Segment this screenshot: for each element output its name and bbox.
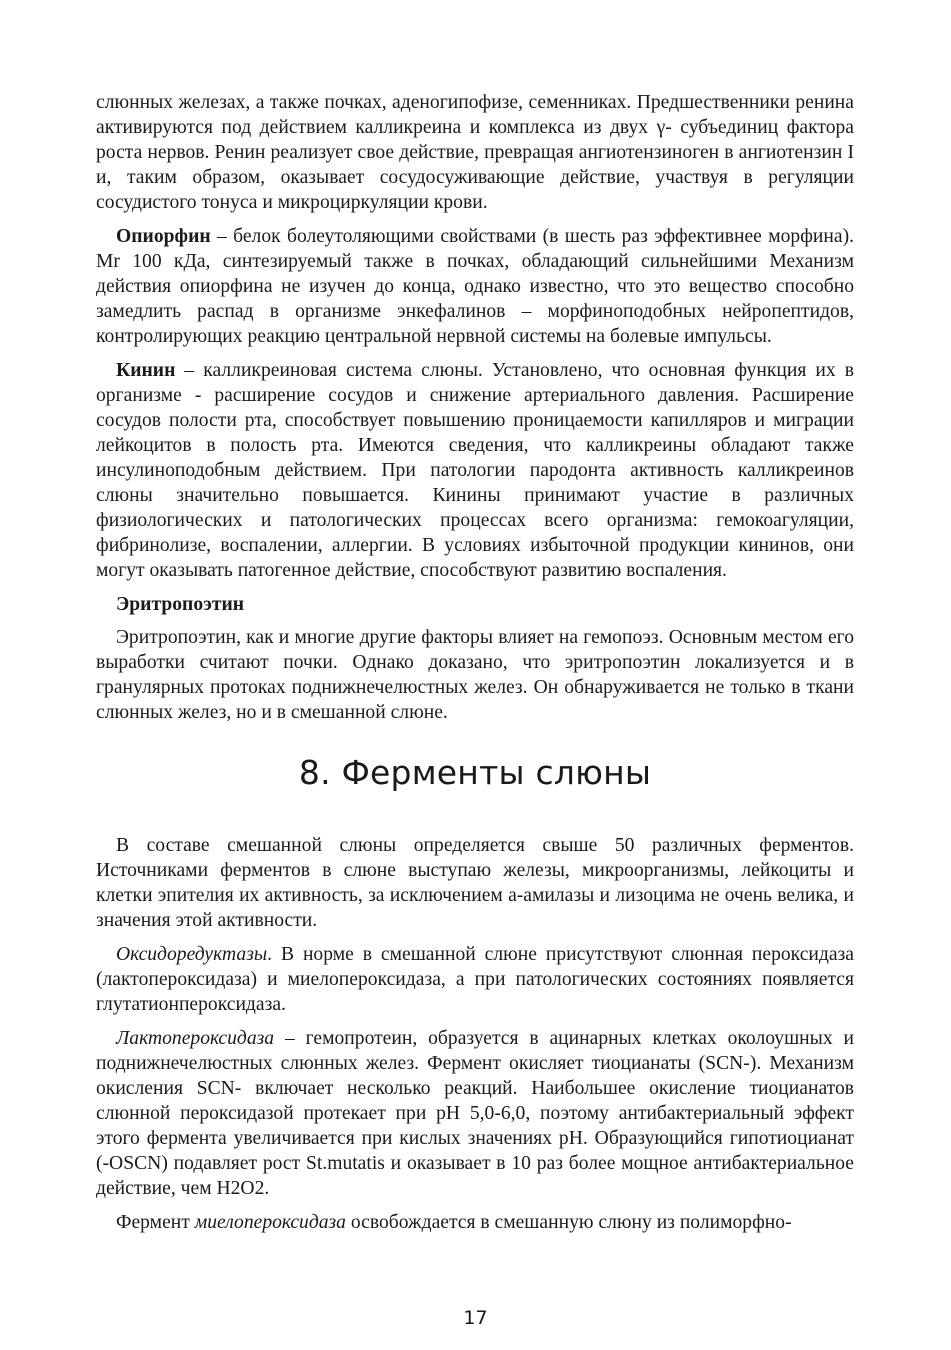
paragraph-enzymes-intro: В составе смешанной слюны определяется свыше 50 различных ферментов. Источниками ферментов в слюне выступаю железы, микроорганизмы, лейкоциты и клетки эпителия их активность, за исключением а-амилазы и лизоцима не очень велика, и значения этой активности. <box>96 835 854 931</box>
term-opiorphin: Опиорфин <box>116 226 211 247</box>
paragraph-myeloperoxidase-text: освобождается в смешанную слюну из полиморфно- <box>345 1212 792 1233</box>
paragraph-opiorphin <box>96 224 854 349</box>
paragraph-oxidoreductases <box>96 942 854 1017</box>
paragraph-lactoperoxidase-text: – гемопротеин, образуется в ацинарных клетках околоушных и поднижнечелюстных слюнных желез. Фермент окисляет тиоцианаты (SCN-). Механизм окисления SCN- включает несколько реакций. Наибольшее окисление тиоцианатов слюнной пероксидазой протекает при рН 5,0-6,0, поэтому антибактериальный эффект этого фермента увеличивается при кислых значениях рН. Образующийся гипотиоцианат (-OSCN) подавляет рост St.mutatis и оказывает в 10 раз более мощное антибактериальное действие, чем H2O2. <box>96 1028 854 1199</box>
paragraph-lactoperoxidase <box>96 1026 854 1201</box>
paragraph-myeloperoxidase <box>96 1210 854 1235</box>
paragraph-erythropoietin: Эритропоэтин, как и многие другие факторы влияет на гемопоэз. Основным местом его выработки считают почки. Однако доказано, что эритропоэтин локализуется и в гранулярных протоках поднижнечелюстных желез. Он обнаруживается не только в ткани слюнных желез, но и в смешанной слюне. <box>96 627 854 723</box>
paragraph-opiorphin-text: – белок болеутоляющими свойствами (в шесть раз эффективнее морфина). Mr 100 кДа, синтезируемый также в почках, обладающий сильнейшими Механизм действия опиорфина не изучен до конца, однако известно, что это вещество способно замедлить распад в организме энкефалинов – морфиноподобных нейропептидов, контролирующих реакцию центральной нервной системы на болевые импульсы. <box>96 226 854 347</box>
subheading-erythropoietin: Эритропоэтин <box>116 594 245 615</box>
paragraph-kinin <box>96 358 854 583</box>
section-title: 8. Ферменты слюны <box>298 753 652 792</box>
term-oxidoreductases: Оксидоредуктазы <box>116 944 268 965</box>
term-lactoperoxidase: Лактопероксидаза <box>116 1028 275 1049</box>
paragraph-myeloperoxidase-start: Фермент <box>116 1212 195 1233</box>
paragraph-renin: слюнных железах, а также почках, аденогипофизе, семенниках. Предшественники ренина активируются под действием калликреина и комплекса из двух γ- субъединиц фактора роста нервов. Ренин реализует свое действие, превращая ангиотензиноген в ангиотензин I и, таким образом, оказывает сосудосуживающие действие, участвуя в регуляции сосудистого тонуса и микроциркуляции крови. <box>96 92 854 213</box>
term-kinin: Кинин <box>116 360 176 381</box>
paragraph-kinin-text: – калликреиновая система слюны. Установлено, что основная функция их в организме - расширение сосудов и снижение артериального давления. Расширение сосудов полости рта, способствует повышению проницаемости капилляров и миграции лейкоцитов в полость рта. Имеются сведения, что калликреины обладают также инсулиноподобным действием. При патологии пародонта активность калликреинов слюны значительно повышается. Кинины принимают участие в различных физиологических и патологических процессах всего организма: гемокоагуляции, фибринолизе, воспалении, аллергии. В условиях избыточной продукции кининов, они могут оказывать патогенное действие, способствуют развитию воспаления. <box>96 360 854 581</box>
paragraph-oxidoreductases-text: . В норме в смешанной слюне присутствуют слюнная пероксидаза (лактопероксидаза) и миелопероксидаза, а при патологических состояниях появляется глутатионпероксидаза. <box>96 944 854 1015</box>
page-body <box>96 90 854 1244</box>
page-number: 17 <box>463 1307 488 1329</box>
term-myeloperoxidase: миелопероксидаза <box>194 1212 346 1233</box>
